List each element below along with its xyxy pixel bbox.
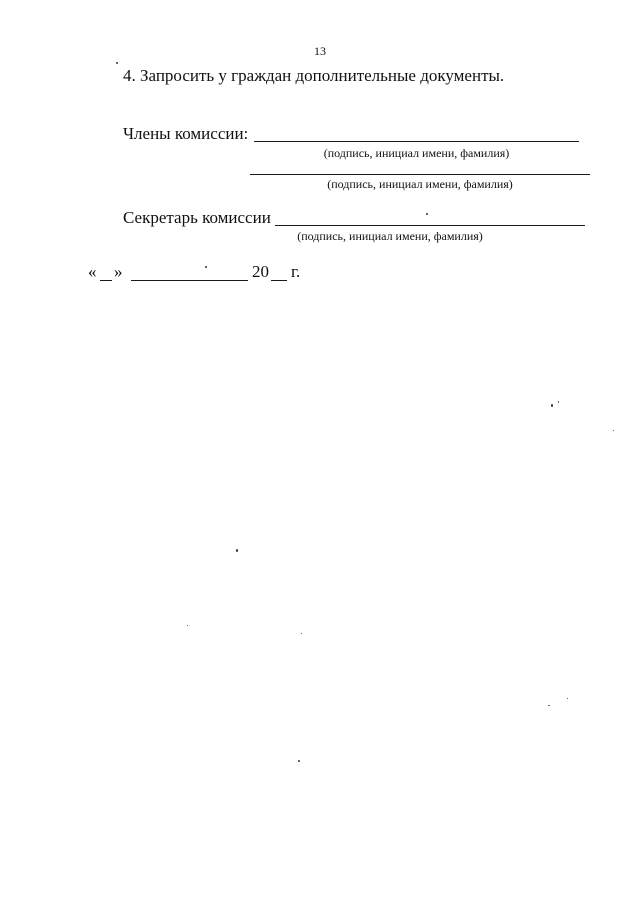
date-day-blank xyxy=(100,280,112,281)
date-open-quote: « xyxy=(88,262,97,281)
secretary-caption: (подпись, инициал имени, фамилия) xyxy=(297,229,483,243)
scan-speck xyxy=(298,760,300,762)
members-signature-line-2 xyxy=(250,174,590,175)
members-caption-1: (подпись, инициал имени, фамилия) xyxy=(323,146,510,160)
secretary-label: Секретарь комиссии xyxy=(123,208,271,227)
members-caption-2: (подпись, инициал имени, фамилия) xyxy=(327,177,513,191)
scan-speck xyxy=(187,625,188,626)
date-year-suffix: г. xyxy=(291,262,301,281)
date-year-prefix: 20 xyxy=(252,262,269,281)
scan-speck xyxy=(551,404,553,407)
members-signature-line-1 xyxy=(254,141,579,142)
scan-speck xyxy=(301,633,302,634)
scan-speck xyxy=(567,698,568,699)
scan-speck xyxy=(426,213,428,215)
scan-speck xyxy=(548,705,550,706)
date-year-blank xyxy=(271,280,287,281)
scan-speck xyxy=(236,549,238,552)
secretary-signature-line xyxy=(275,225,585,226)
list-item-4: 4. Запросить у граждан дополнительные документы. xyxy=(123,66,505,85)
date-month-blank xyxy=(131,280,248,281)
scan-speck xyxy=(205,266,207,268)
date-close-quote: » xyxy=(114,262,123,281)
scan-speck xyxy=(613,430,614,431)
scan-speck xyxy=(116,62,118,64)
scan-speck xyxy=(558,401,559,403)
page-number: 13 xyxy=(314,44,326,58)
members-label: Члены комиссии: xyxy=(123,124,249,143)
